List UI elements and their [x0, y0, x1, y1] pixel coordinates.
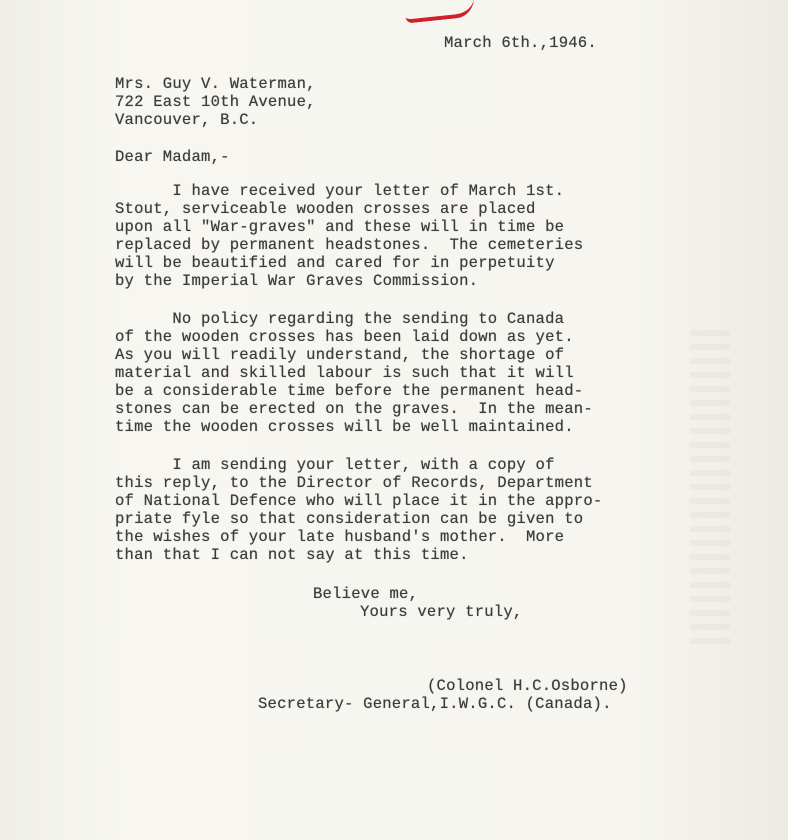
- paragraph-1-line: Stout, serviceable wooden crosses are placed: [115, 200, 536, 218]
- signer-name: (Colonel H.C.Osborne): [427, 677, 628, 695]
- recipient-city: Vancouver, B.C.: [115, 111, 259, 129]
- paragraph-3-line: this reply, to the Director of Records, Department: [115, 474, 593, 492]
- paragraph-3-line: than that I can not say at this time.: [115, 546, 469, 564]
- paragraph-1-line: replaced by permanent headstones. The cemeteries: [115, 236, 584, 254]
- paragraph-2-line: of the wooden crosses has been laid down as yet.: [115, 328, 574, 346]
- paragraph-3-line: of National Defence who will place it in the appro-: [115, 492, 603, 510]
- bleed-through-marks: [690, 330, 730, 650]
- letter-date: March 6th.,1946.: [444, 34, 597, 52]
- red-pen-mark: [404, 0, 476, 24]
- paragraph-2-line: No policy regarding the sending to Canada: [115, 310, 565, 328]
- paragraph-3-line: I am sending your letter, with a copy of: [115, 456, 555, 474]
- paragraph-2-line: time the wooden crosses will be well maintained.: [115, 418, 574, 436]
- paragraph-1-line: will be beautified and cared for in perpetuity: [115, 254, 555, 272]
- recipient-name: Mrs. Guy V. Waterman,: [115, 75, 316, 93]
- paragraph-2-line: As you will readily understand, the shortage of: [115, 346, 565, 364]
- salutation: Dear Madam,-: [115, 148, 230, 166]
- paragraph-2-line: stones can be erected on the graves. In the mean-: [115, 400, 593, 418]
- paragraph-3-line: the wishes of your late husband's mother. More: [115, 528, 565, 546]
- paragraph-2-line: material and skilled labour is such that it will: [115, 364, 574, 382]
- closing-phrase: Believe me,: [313, 585, 419, 603]
- paragraph-1-line: upon all "War-graves" and these will in time be: [115, 218, 565, 236]
- paragraph-1-line: I have received your letter of March 1st.: [115, 182, 565, 200]
- recipient-street: 722 East 10th Avenue,: [115, 93, 316, 111]
- paragraph-3-line: priate fyle so that consideration can be given to: [115, 510, 584, 528]
- paragraph-1-line: by the Imperial War Graves Commission.: [115, 272, 479, 290]
- closing-valediction: Yours very truly,: [360, 603, 523, 621]
- paragraph-2-line: be a considerable time before the permanent head-: [115, 382, 584, 400]
- signer-title: Secretary- General,I.W.G.C. (Canada).: [258, 695, 612, 713]
